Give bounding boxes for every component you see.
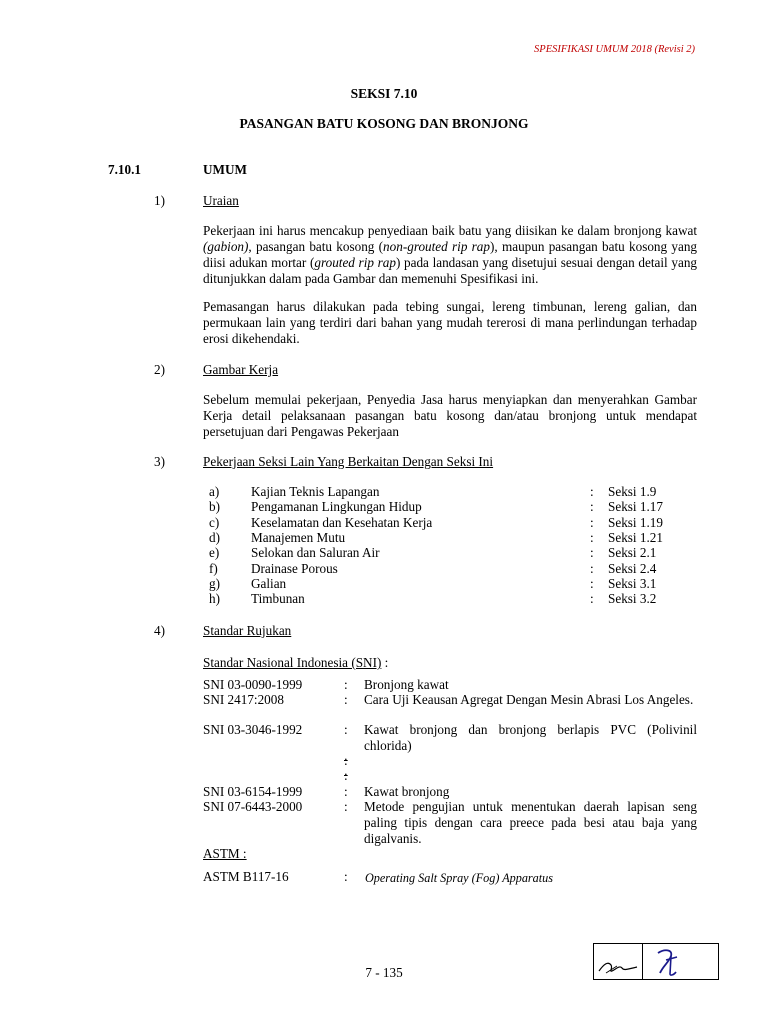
sni-desc: Kawat bronjong dan bronjong berlapis PVC (Polivinil chlorida) — [364, 722, 697, 753]
sni-code: SNI 03-6154-1999 — [203, 784, 303, 799]
list-item: f) Drainase Porous : Seksi 2.4 — [209, 560, 657, 576]
subsection-number: 7.10.1 — [108, 162, 141, 177]
sni-code: SNI 03-3046-1992 — [203, 722, 303, 737]
section-title: PASANGAN BATU KOSONG DAN BRONJONG — [239, 116, 529, 131]
sni-desc: Cara Uji Keausan Agregat Dengan Mesin Abrasi Los Angeles. — [364, 692, 694, 707]
sni-code: SNI 07-6443-2000 — [203, 799, 303, 814]
heading-seksi-terkait: Pekerjaan Seksi Lain Yang Berkaitan Dengan Seksi Ini — [203, 454, 494, 469]
sni-desc: Metode pengujian untuk menentukan daerah lapisan seng paling tipis dengan cara preece pada besi atau baja yang digalvanis. — [364, 799, 697, 846]
sni-colon: : — [344, 784, 348, 799]
item-number-4: 4) — [154, 623, 165, 638]
sni-colon: : — [344, 692, 348, 707]
astm-desc: Operating Salt Spray (Fog) Apparatus — [365, 871, 553, 885]
paragraph-uraian-1: Pekerjaan ini harus mencakup penyediaan baik batu yang diisikan ke dalam bronjong kawat (gabion), pasangan batu kosong (non-grouted rip rap), maupun pasangan batu kosong yang diisi adukan mortar (grouted rip rap) pada landasan yang disetujui sesuai dengan detail yang ditunjukkan dalam pada Gambar dan memenuhi Spesifikasi ini. — [203, 223, 698, 286]
item-number-1: 1) — [154, 193, 165, 208]
paragraph-uraian-2: Pemasangan harus dilakukan pada tebing sungai, lereng timbunan, lereng galian, dan permukaan lain yang terdiri dari bahan yang mudah tererosi di mana perlindungan terhadap erosi dikehendaki. — [203, 299, 697, 346]
list-item: b) Pengamanan Lingkungan Hidup : Seksi 1.17 — [209, 499, 663, 515]
sni-colon: : — [344, 677, 348, 692]
heading-standar-rujukan: Standar Rujukan — [203, 623, 292, 638]
sni-colon: : — [344, 799, 348, 814]
astm-colon: : — [344, 869, 348, 884]
running-header: SPESIFIKASI UMUM 2018 (Revisi 2) — [534, 44, 695, 55]
deleted-mark: : — [344, 753, 348, 768]
heading-gambar-kerja: Gambar Kerja — [203, 362, 279, 377]
sni-code: SNI 2417:2008 — [203, 692, 284, 707]
sni-desc: Bronjong kawat — [364, 677, 449, 692]
sni-code: SNI 03-0090-1999 — [203, 677, 303, 692]
astm-code: ASTM B117-16 — [203, 869, 289, 884]
section-number: SEKSI 7.10 — [350, 86, 418, 101]
sni-heading: Standar Nasional Indonesia (SNI) : — [203, 655, 389, 670]
deleted-mark: : — [344, 768, 348, 783]
sni-desc: Kawat bronjong — [364, 784, 450, 799]
item-number-3: 3) — [154, 454, 165, 469]
paragraph-gambar-kerja: Sebelum memulai pekerjaan, Penyedia Jasa harus menyiapkan dan menyerahkan Gambar Kerja detail pelaksanaan pasangan batu kosong dan/atau bronjong untuk mendapat persetujuan dari Pengawas Pekerjaan — [203, 392, 697, 439]
page-number: 7 - 135 — [365, 965, 403, 980]
list-item: g) Galian : Seksi 3.1 — [209, 575, 657, 591]
sni-colon: : — [344, 722, 348, 737]
astm-heading: ASTM : — [203, 846, 247, 861]
list-item: a) Kajian Teknis Lapangan : Seksi 1.9 — [209, 484, 657, 499]
heading-uraian: Uraian — [203, 193, 239, 208]
subsection-title: UMUM — [203, 162, 247, 177]
item-number-2: 2) — [154, 362, 165, 377]
list-item: c) Keselamatan dan Kesehatan Kerja : Seksi 1.19 — [209, 514, 663, 530]
list-item: e) Selokan dan Saluran Air : Seksi 2.1 — [209, 545, 657, 561]
list-item: d) Manajemen Mutu : Seksi 1.21 — [209, 529, 663, 545]
list-item: h) Timbunan : Seksi 3.2 — [209, 591, 657, 607]
